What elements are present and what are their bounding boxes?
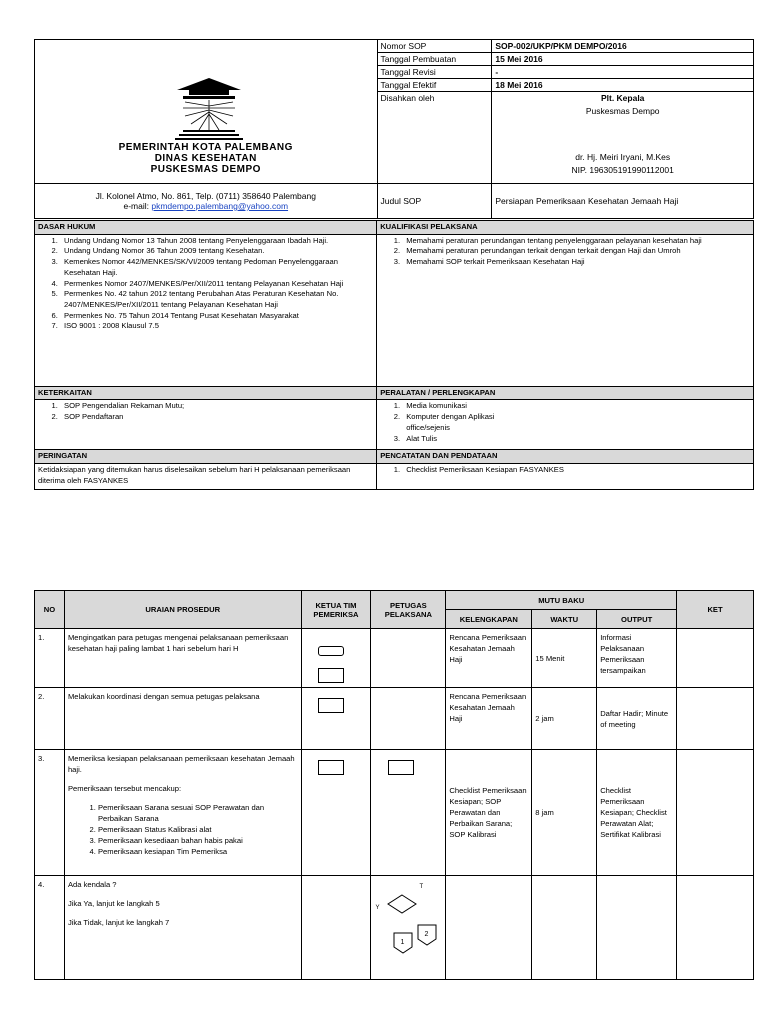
field-label: Tanggal Pembuatan (377, 53, 492, 66)
connector-2-label: 2 (424, 931, 429, 938)
table-row (35, 688, 754, 750)
org-cell (35, 40, 378, 184)
address: Jl. Kolonel Atmo, No. 861, Telp. (0711) 358640 Palembang (95, 191, 316, 201)
field-label: Tanggal Revisi (377, 66, 492, 79)
col-uraian: URAIAN PROSEDUR (64, 591, 301, 629)
flow-process-box (388, 760, 414, 775)
list-item: 6. Permenkes No. 75 Tahun 2014 Tentang Pusat Kesehatan Masyarakat (60, 311, 373, 322)
list-item: 1. Undang Undang Nomor 13 Tahun 2008 tentang Penyelenggaraan Ibadah Haji. (60, 236, 373, 247)
col-kelengkapan: KELENGKAPAN (446, 610, 532, 629)
flow-label-y: Y (375, 905, 380, 911)
approver-cell (492, 92, 754, 184)
row-waktu (532, 876, 597, 980)
list-item: 2. Undang Undang Nomor 36 Tahun 2009 tentang Kesehatan. (60, 246, 373, 257)
row-no: 4. (35, 876, 65, 980)
field-value: 18 Mei 2016 (492, 79, 754, 92)
list-item: 3. Kemenkes Nomor 442/MENKES/SK/VI/2009 tentang Pedoman Penyelenggaraan Kesehatan Haji. (60, 257, 373, 278)
approver-name: dr. Hj. Meiri Iryani, M.Kes (575, 152, 671, 162)
ketua-flow-cell (301, 629, 371, 688)
list-item: 3. Alat Tulis (402, 434, 750, 445)
flow-label-t: T (419, 884, 424, 890)
list-item: 1. SOP Pengendalian Rekaman Mutu; (60, 401, 373, 412)
row-uraian: Mengingatkan para petugas mengenai pelaksanaan pemeriksaan kesehatan haji paling lambat 1 hari sebelum hari H (64, 629, 301, 688)
field-label: Nomor SOP (377, 40, 492, 53)
list-item: 1. Pemeriksaan Sarana sesuai SOP Perawatan dan Perbaikan Sarana (98, 802, 298, 824)
petugas-flow-cell (371, 876, 446, 980)
sop-header-table (34, 39, 754, 219)
list-item: 1. Media komunikasi (402, 401, 750, 412)
email-label: e-mail: (123, 201, 152, 211)
section-title: KETERKAITAN (35, 386, 377, 400)
row-waktu: 2 jam (532, 688, 597, 750)
col-ket: KET (677, 591, 754, 629)
row-uraian (64, 876, 301, 980)
row-waktu: 8 jam (532, 750, 597, 876)
flow-start-terminator (318, 646, 344, 656)
list-item: 3. Pemeriksaan kesediaan bahan habis pakai (98, 835, 298, 846)
dasar-hukum-list (35, 234, 377, 386)
field-value: 15 Mei 2016 (492, 53, 754, 66)
approver-nip: NIP. 196305191990112001 (571, 165, 674, 175)
keterkaitan-list (35, 400, 377, 450)
petugas-line2: PELAKSANA (384, 609, 433, 619)
col-no: NO (35, 591, 65, 629)
approver-title2: Puskesmas Dempo (585, 106, 660, 116)
org-name-line1: PEMERINTAH KOTA PALEMBANG (118, 142, 293, 153)
list-item: 7. ISO 9001 : 2008 Klausul 7.5 (60, 321, 373, 332)
row-no: 3. (35, 750, 65, 876)
section-title: PERINGATAN (35, 450, 377, 464)
peringatan-text: Ketidaksiapan yang ditemukan harus diselesaikan sebelum hari H pelaksanaan pemeriksaan diterima oleh FASYANKES (35, 464, 377, 490)
row-kelengkapan: Checklist Pemeriksaan Kesiapan; SOP Perawatan dan Perbaikan Sarana; SOP Kalibrasi (446, 750, 532, 876)
row-output: Checklist Pemeriksaan Kesiapan; Checklist Perawatan Alat; Sertifikat Kalibrasi (597, 750, 677, 876)
sop-info-table (34, 220, 754, 490)
row-output: Informasi Pelaksanaan Pemeriksaan tersampaikan (597, 629, 677, 688)
ketua-flow-cell (301, 876, 371, 980)
table-row (35, 876, 754, 980)
list-item: 2. Komputer dengan Aplikasi office/sejenis (402, 412, 750, 433)
peralatan-list (377, 400, 754, 450)
petugas-flow-cell (371, 688, 446, 750)
approver-title1: Plt. Kepala (600, 93, 645, 103)
row-ket (677, 750, 754, 876)
section-title: KUALIFIKASI PELAKSANA (377, 221, 754, 235)
col-petugas (371, 591, 446, 629)
uraian-sub-intro: Pemeriksaan tersebut mencakup: (67, 784, 182, 793)
table-row (35, 750, 754, 876)
petugas-flow-cell (371, 629, 446, 688)
judul-label: Judul SOP (377, 184, 492, 219)
table-row (35, 629, 754, 688)
section-title: PENCATATAN DAN PENDATAAN (377, 450, 754, 464)
row-waktu: 15 Menit (532, 629, 597, 688)
flow-process-box (318, 698, 344, 713)
city-logo (38, 72, 374, 142)
section-title: DASAR HUKUM (35, 221, 377, 235)
col-output: OUTPUT (597, 610, 677, 629)
connector-1-label: 1 (400, 939, 405, 946)
section-title: PERALATAN / PERLENGKAPAN (377, 386, 754, 400)
row-ket (677, 876, 754, 980)
row-uraian: Melakukan koordinasi dengan semua petugas pelaksana (64, 688, 301, 750)
row-kelengkapan: Rencana Pemeriksaan Kesahatan Jemaah Haji (446, 629, 532, 688)
list-item: 4. Pemeriksaan kesiapan Tim Pemeriksa (98, 846, 298, 857)
list-item: 5. Permenkes No. 42 tahun 2012 tentang Perubahan Atas Peraturan Kesehatan No. 2407/MENKES/Per/XII/2011 tentang Pelayanan Kesehatan Haji (60, 289, 373, 310)
row-no: 1. (35, 629, 65, 688)
procedure-table (34, 590, 754, 980)
ketua-flow-cell (301, 688, 371, 750)
row-no: 2. (35, 688, 65, 750)
uraian-line3: Jika Tidak, lanjut ke langkah 7 (67, 918, 170, 927)
ketua-line2: PEMERIKSA (313, 609, 359, 619)
org-name-line2: DINAS KESEHATAN (154, 153, 257, 164)
list-item: 4. Permenkes Nomor 2407/MENKES/Per/XII/2011 tentang Pelayanan Kesehatan Haji (60, 279, 373, 290)
approved-label: Disahkan oleh (377, 92, 492, 184)
row-kelengkapan (446, 876, 532, 980)
row-ket (677, 629, 754, 688)
ketua-line1: KETUA TIM (315, 600, 357, 610)
list-item: 2. Memahami peraturan perundangan terkait dengan terkait dengan Haji dan Umroh (402, 246, 750, 257)
contact-cell (35, 184, 378, 219)
judul-value: Persiapan Pemeriksaan Kesehatan Jemaah Haji (492, 184, 754, 219)
col-ketua (301, 591, 371, 629)
ketua-flow-cell (301, 750, 371, 876)
row-output: Daftar Hadir; Minute of meeting (597, 688, 677, 750)
pencatatan-list (377, 464, 754, 490)
uraian-text: Memeriksa kesiapan pelaksanaan pemeriksaan kesehatan Jemaah haji. (67, 754, 295, 774)
field-value: SOP-002/UKP/PKM DEMPO/2016 (492, 40, 754, 53)
petugas-line1: PETUGAS (390, 600, 427, 610)
row-kelengkapan: Rencana Pemeriksaan Kesahatan Jemaah Haji (446, 688, 532, 750)
kualifikasi-list (377, 234, 754, 386)
list-item: 1. Checklist Pemeriksaan Kesiapan FASYANKES (402, 465, 750, 476)
list-item: 2. Pemeriksaan Status Kalibrasi alat (98, 824, 298, 835)
uraian-line2: Jika Ya, lanjut ke langkah 5 (67, 899, 160, 908)
field-value: - (492, 66, 754, 79)
uraian-text: Ada kendala ? (67, 880, 117, 889)
list-item: 3. Memahami SOP terkait Pemeriksaan Kesehatan Haji (402, 257, 750, 268)
list-item: 1. Memahami peraturan perundangan tentang penyelenggaraan pelayanan kesehatan haji (402, 236, 750, 247)
row-uraian (64, 750, 301, 876)
list-item: 2. SOP Pendaftaran (60, 412, 373, 423)
field-label: Tanggal Efektif (377, 79, 492, 92)
col-mutu: MUTU BAKU (446, 591, 677, 610)
flow-process-box (318, 760, 344, 775)
email-link[interactable]: pkmdempo.palembang@yahoo.com (151, 201, 289, 211)
row-output (597, 876, 677, 980)
petugas-flow-cell (371, 750, 446, 876)
row-ket (677, 688, 754, 750)
org-name-line3: PUSKESMAS DEMPO (150, 164, 261, 175)
flow-process-box (318, 668, 344, 683)
col-waktu: WAKTU (532, 610, 597, 629)
flow-decision-diamond (387, 894, 417, 914)
